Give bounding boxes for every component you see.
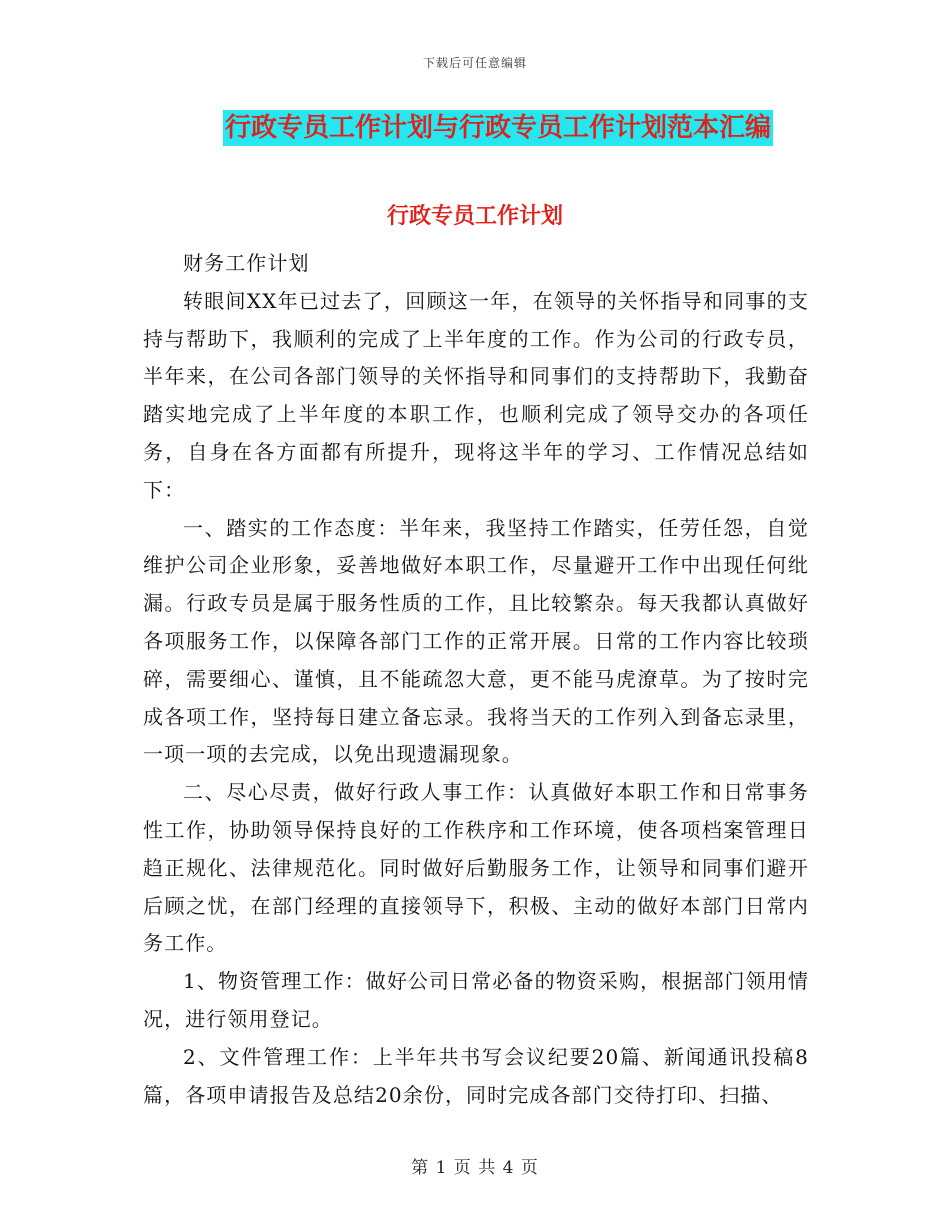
paragraph: 一、踏实的工作态度：半年来，我坚持工作踏实，任劳任怨，自觉维护公司企业形象，妥善地做好本职工作，尽量避开工作中出现任何纰漏。行政专员是属于服务性质的工作，且比较繁杂。每天我都认真做好各项服务工作，以保障各部门工作的正常开展。日常的工作内容比较琐碎，需要细心、谨慎，且不能疏忽大意，更不能马虎潦草。为了按时完成各项工作，坚持每日建立备忘录。我将当天的工作列入到备忘录里，一项一项的去完成，以免出现遗漏现象。 (143, 515, 809, 767)
paragraph: 转眼间XX年已过去了，回顾这一年，在领导的关怀指导和同事的支持与帮助下，我顺利的完成了上半年度的工作。作为公司的行政专员，半年来，在公司各部门领导的关怀指导和同事们的支持帮助下，我勤奋踏实地完成了上半年度的本职工作，也顺利完成了领导交办的各项任务，自身在各方面都有所提升，现将这半年的学习、工作情况总结如下： (143, 288, 809, 502)
paragraph-heading: 财务工作计划 (183, 251, 310, 275)
section-title: 行政专员工作计划 (386, 204, 563, 229)
paragraph: 1、物资管理工作：做好公司日常必备的物资采购，根据部门领用情况，进行领用登记。 (143, 969, 809, 1031)
paragraph: 二、尽心尽责，做好行政人事工作：认真做好本职工作和日常事务性工作，协助领导保持良好的工作秩序和工作环境，使各项档案管理日趋正规化、法律规范化。同时做好后勤服务工作，让领导和同事们避开后顾之忧，在部门经理的直接领导下，积极、主动的做好本部门日常内务工作。 (143, 780, 809, 956)
main-title: 行政专员工作计划与行政专员工作计划范本汇编 (223, 110, 773, 146)
paragraph: 2、文件管理工作：上半年共书写会议纪要20篇、新闻通讯投稿8篇，各项申请报告及总结20余份，同时完成各部门交待打印、扫描、 (143, 1044, 809, 1107)
main-title-wrap (0, 110, 950, 146)
header-note: 下载后可任意编辑 (422, 56, 527, 70)
body-text (143, 245, 809, 1114)
page-footer: 第 1 页 共 4 页 (411, 1158, 539, 1178)
